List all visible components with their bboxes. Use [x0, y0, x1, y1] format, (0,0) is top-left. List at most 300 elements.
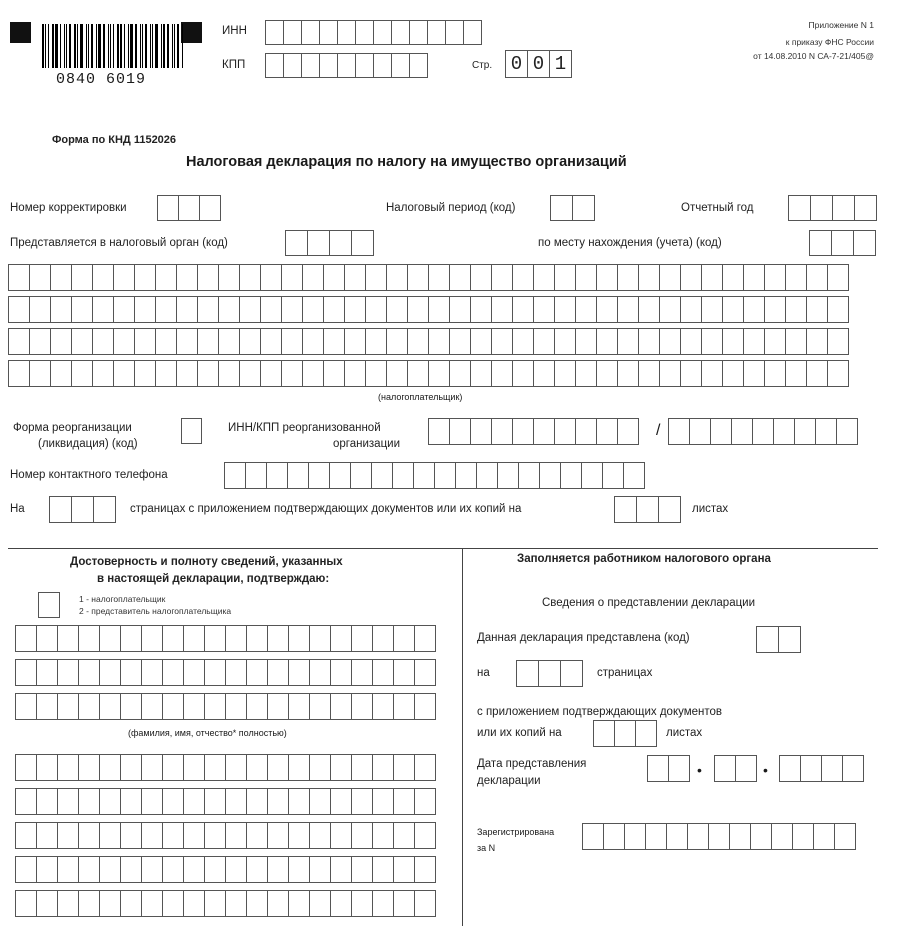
char-cell[interactable] [176, 328, 198, 355]
tax-period-cells[interactable] [550, 195, 595, 221]
char-cell[interactable] [29, 360, 51, 387]
char-cell[interactable] [533, 264, 555, 291]
char-cell[interactable] [518, 462, 540, 489]
char-cell[interactable] [350, 462, 372, 489]
char-cell[interactable] [113, 360, 135, 387]
char-cell[interactable] [8, 328, 30, 355]
char-cell[interactable] [731, 418, 753, 445]
representative-row[interactable] [15, 788, 436, 815]
right-pages-cells[interactable] [516, 660, 583, 687]
char-cell[interactable] [596, 328, 618, 355]
char-cell[interactable] [414, 822, 436, 849]
char-cell[interactable] [155, 360, 177, 387]
char-cell[interactable] [224, 462, 246, 489]
char-cell[interactable] [689, 418, 711, 445]
char-cell[interactable] [309, 890, 331, 917]
char-cell[interactable] [50, 296, 72, 323]
char-cell[interactable] [141, 693, 163, 720]
char-cell[interactable] [533, 360, 555, 387]
char-cell[interactable] [246, 788, 268, 815]
char-cell[interactable] [330, 693, 352, 720]
char-cell[interactable] [449, 264, 471, 291]
char-cell[interactable] [288, 788, 310, 815]
char-cell[interactable] [337, 53, 356, 78]
char-cell[interactable] [239, 296, 261, 323]
char-cell[interactable] [351, 625, 373, 652]
char-cell[interactable] [92, 328, 114, 355]
char-cell[interactable] [309, 754, 331, 781]
char-cell[interactable] [680, 296, 702, 323]
char-cell[interactable] [560, 462, 582, 489]
char-cell[interactable] [575, 418, 597, 445]
char-cell[interactable] [792, 823, 814, 850]
char-cell[interactable] [602, 462, 624, 489]
char-cell[interactable] [806, 360, 828, 387]
char-cell[interactable] [344, 296, 366, 323]
inn-cells[interactable] [265, 20, 482, 45]
char-cell[interactable] [351, 822, 373, 849]
char-cell[interactable] [409, 20, 428, 45]
char-cell[interactable] [57, 856, 79, 883]
char-cell[interactable] [491, 328, 513, 355]
char-cell[interactable] [407, 328, 429, 355]
char-cell[interactable] [623, 462, 645, 489]
char-cell[interactable] [842, 755, 864, 782]
char-cell[interactable] [834, 823, 856, 850]
char-cell[interactable] [659, 360, 681, 387]
char-cell[interactable] [38, 592, 60, 618]
reporting-year-cells[interactable] [788, 195, 877, 221]
char-cell[interactable] [449, 360, 471, 387]
char-cell[interactable] [134, 264, 156, 291]
char-cell[interactable] [36, 693, 58, 720]
char-cell[interactable] [617, 264, 639, 291]
char-cell[interactable] [449, 418, 471, 445]
char-cell[interactable] [239, 328, 261, 355]
char-cell[interactable] [183, 754, 205, 781]
char-cell[interactable] [239, 360, 261, 387]
char-cell[interactable] [372, 822, 394, 849]
char-cell[interactable] [554, 418, 576, 445]
char-cell[interactable] [750, 823, 772, 850]
char-cell[interactable] [78, 788, 100, 815]
char-cell[interactable] [71, 264, 93, 291]
char-cell[interactable] [155, 328, 177, 355]
char-cell[interactable] [372, 754, 394, 781]
char-cell[interactable] [265, 53, 284, 78]
char-cell[interactable] [183, 856, 205, 883]
char-cell[interactable] [538, 660, 561, 687]
char-cell[interactable] [162, 693, 184, 720]
char-cell[interactable] [218, 360, 240, 387]
char-cell[interactable] [57, 788, 79, 815]
char-cell[interactable] [638, 296, 660, 323]
char-cell[interactable] [407, 296, 429, 323]
char-cell[interactable] [393, 754, 415, 781]
sheets-count-cells[interactable] [614, 496, 681, 523]
char-cell[interactable] [470, 360, 492, 387]
char-cell[interactable] [120, 822, 142, 849]
char-cell[interactable] [36, 822, 58, 849]
char-cell[interactable] [800, 755, 822, 782]
char-cell[interactable] [391, 53, 410, 78]
char-cell[interactable] [355, 20, 374, 45]
char-cell[interactable] [15, 625, 37, 652]
char-cell[interactable] [794, 418, 816, 445]
char-cell[interactable] [197, 296, 219, 323]
char-cell[interactable] [596, 296, 618, 323]
char-cell[interactable] [162, 625, 184, 652]
char-cell[interactable] [743, 360, 765, 387]
char-cell[interactable] [57, 659, 79, 686]
char-cell[interactable] [29, 296, 51, 323]
char-cell[interactable] [57, 890, 79, 917]
char-cell[interactable] [329, 462, 351, 489]
char-cell[interactable] [281, 296, 303, 323]
char-cell[interactable] [785, 328, 807, 355]
char-cell[interactable] [344, 328, 366, 355]
char-cell[interactable] [512, 418, 534, 445]
char-cell[interactable] [15, 856, 37, 883]
char-cell[interactable] [393, 788, 415, 815]
char-cell[interactable] [638, 328, 660, 355]
char-cell[interactable] [99, 822, 121, 849]
char-cell[interactable] [162, 659, 184, 686]
char-cell[interactable] [668, 418, 690, 445]
char-cell[interactable] [617, 296, 639, 323]
char-cell[interactable] [788, 195, 811, 221]
char-cell[interactable] [815, 418, 837, 445]
char-cell[interactable] [554, 296, 576, 323]
char-cell[interactable] [764, 264, 786, 291]
char-cell[interactable] [267, 754, 289, 781]
char-cell[interactable] [407, 360, 429, 387]
char-cell[interactable] [701, 264, 723, 291]
char-cell[interactable] [701, 360, 723, 387]
char-cell[interactable] [36, 856, 58, 883]
char-cell[interactable] [831, 230, 854, 256]
char-cell[interactable] [15, 890, 37, 917]
char-cell[interactable] [309, 659, 331, 686]
char-cell[interactable] [470, 328, 492, 355]
char-cell[interactable] [50, 264, 72, 291]
char-cell[interactable] [302, 264, 324, 291]
char-cell[interactable] [764, 296, 786, 323]
char-cell[interactable] [225, 754, 247, 781]
char-cell[interactable] [225, 788, 247, 815]
char-cell[interactable] [183, 659, 205, 686]
char-cell[interactable] [162, 856, 184, 883]
char-cell[interactable] [120, 788, 142, 815]
char-cell[interactable] [409, 53, 428, 78]
char-cell[interactable] [512, 264, 534, 291]
char-cell[interactable] [463, 20, 482, 45]
char-cell[interactable] [764, 328, 786, 355]
char-cell[interactable] [414, 890, 436, 917]
char-cell[interactable] [330, 822, 352, 849]
char-cell[interactable] [78, 625, 100, 652]
char-cell[interactable] [71, 360, 93, 387]
char-cell[interactable] [267, 659, 289, 686]
char-cell[interactable] [225, 890, 247, 917]
char-cell[interactable] [393, 659, 415, 686]
char-cell[interactable] [302, 360, 324, 387]
char-cell[interactable] [659, 264, 681, 291]
char-cell[interactable] [373, 20, 392, 45]
char-cell[interactable] [141, 788, 163, 815]
char-cell[interactable] [246, 822, 268, 849]
correction-number-cells[interactable] [157, 195, 221, 221]
char-cell[interactable] [246, 856, 268, 883]
char-cell[interactable] [582, 823, 604, 850]
char-cell[interactable] [701, 296, 723, 323]
char-cell[interactable] [178, 195, 200, 221]
char-cell[interactable] [281, 328, 303, 355]
char-cell[interactable] [470, 418, 492, 445]
submitted-code-cells[interactable] [756, 626, 801, 653]
char-cell[interactable] [476, 462, 498, 489]
char-cell[interactable] [288, 693, 310, 720]
char-cell[interactable] [393, 625, 415, 652]
char-cell[interactable] [554, 328, 576, 355]
signer-name-row[interactable] [15, 625, 436, 652]
char-cell[interactable] [392, 462, 414, 489]
char-cell[interactable] [120, 625, 142, 652]
char-cell[interactable] [176, 264, 198, 291]
char-cell[interactable] [393, 822, 415, 849]
char-cell[interactable] [497, 462, 519, 489]
char-cell[interactable] [596, 418, 618, 445]
char-cell[interactable] [141, 625, 163, 652]
char-cell[interactable] [78, 693, 100, 720]
char-cell[interactable] [581, 462, 603, 489]
char-cell[interactable] [15, 659, 37, 686]
char-cell[interactable] [539, 462, 561, 489]
char-cell[interactable] [393, 890, 415, 917]
char-cell[interactable] [344, 264, 366, 291]
char-cell[interactable] [99, 856, 121, 883]
char-cell[interactable] [351, 754, 373, 781]
char-cell[interactable] [218, 328, 240, 355]
char-cell[interactable] [281, 264, 303, 291]
char-cell[interactable] [710, 418, 732, 445]
char-cell[interactable] [197, 264, 219, 291]
char-cell[interactable] [204, 693, 226, 720]
char-cell[interactable] [391, 20, 410, 45]
char-cell[interactable] [288, 625, 310, 652]
char-cell[interactable] [8, 296, 30, 323]
char-cell[interactable] [743, 264, 765, 291]
char-cell[interactable] [533, 418, 555, 445]
char-cell[interactable] [470, 264, 492, 291]
char-cell[interactable] [141, 822, 163, 849]
reorg-kpp-cells[interactable] [668, 418, 858, 445]
char-cell[interactable] [239, 264, 261, 291]
char-cell[interactable] [680, 264, 702, 291]
char-cell[interactable] [176, 360, 198, 387]
taxpayer-name-row[interactable] [8, 328, 849, 355]
char-cell[interactable] [36, 890, 58, 917]
char-cell[interactable] [854, 195, 877, 221]
char-cell[interactable] [806, 328, 828, 355]
char-cell[interactable] [827, 360, 849, 387]
char-cell[interactable] [260, 360, 282, 387]
char-cell[interactable] [827, 264, 849, 291]
char-cell[interactable] [554, 264, 576, 291]
page-number-cells[interactable] [505, 50, 572, 78]
char-cell[interactable] [36, 754, 58, 781]
char-cell[interactable] [323, 264, 345, 291]
char-cell[interactable] [512, 328, 534, 355]
char-cell[interactable] [183, 788, 205, 815]
char-cell[interactable] [365, 264, 387, 291]
char-cell[interactable] [120, 890, 142, 917]
char-cell[interactable] [92, 264, 114, 291]
char-cell[interactable] [183, 822, 205, 849]
char-cell[interactable] [806, 264, 828, 291]
char-cell[interactable] [141, 856, 163, 883]
char-cell[interactable] [225, 856, 247, 883]
char-cell[interactable] [785, 360, 807, 387]
char-cell[interactable] [351, 230, 374, 256]
char-cell[interactable] [572, 195, 595, 221]
char-cell[interactable] [330, 788, 352, 815]
char-cell[interactable] [302, 296, 324, 323]
char-cell[interactable] [267, 788, 289, 815]
char-cell[interactable] [92, 296, 114, 323]
char-cell[interactable] [309, 693, 331, 720]
char-cell[interactable] [218, 264, 240, 291]
char-cell[interactable] [50, 360, 72, 387]
char-cell[interactable] [99, 625, 121, 652]
signer-name-row[interactable] [15, 659, 436, 686]
char-cell[interactable] [204, 788, 226, 815]
char-cell[interactable] [596, 360, 618, 387]
char-cell[interactable] [176, 296, 198, 323]
char-cell[interactable] [512, 360, 534, 387]
char-cell[interactable] [575, 360, 597, 387]
char-cell[interactable] [386, 328, 408, 355]
char-cell[interactable] [120, 856, 142, 883]
char-cell[interactable] [351, 659, 373, 686]
char-cell[interactable] [199, 195, 221, 221]
char-cell[interactable] [491, 264, 513, 291]
char-cell[interactable] [307, 230, 330, 256]
char-cell[interactable] [853, 230, 876, 256]
char-cell[interactable] [15, 788, 37, 815]
char-cell[interactable] [157, 195, 179, 221]
char-cell[interactable] [99, 659, 121, 686]
representative-row[interactable] [15, 856, 436, 883]
pages-count-cells[interactable] [49, 496, 116, 523]
char-cell[interactable] [722, 328, 744, 355]
char-cell[interactable] [246, 625, 268, 652]
char-cell[interactable] [120, 659, 142, 686]
char-cell[interactable] [260, 264, 282, 291]
char-cell[interactable] [372, 788, 394, 815]
date-day-cells[interactable] [647, 755, 690, 782]
char-cell[interactable] [323, 328, 345, 355]
char-cell[interactable] [99, 890, 121, 917]
char-cell[interactable] [267, 890, 289, 917]
char-cell[interactable] [575, 264, 597, 291]
char-cell[interactable] [596, 264, 618, 291]
char-cell[interactable] [260, 296, 282, 323]
char-cell[interactable] [414, 659, 436, 686]
char-cell[interactable] [617, 328, 639, 355]
char-cell[interactable] [204, 890, 226, 917]
char-cell[interactable] [113, 296, 135, 323]
char-cell[interactable] [687, 823, 709, 850]
char-cell[interactable] [225, 822, 247, 849]
char-cell[interactable] [8, 264, 30, 291]
char-cell[interactable] [330, 754, 352, 781]
char-cell[interactable] [309, 822, 331, 849]
signer-name-row[interactable] [15, 693, 436, 720]
char-cell[interactable] [647, 755, 669, 782]
char-cell[interactable] [414, 693, 436, 720]
char-cell[interactable] [267, 856, 289, 883]
char-cell[interactable] [533, 328, 555, 355]
char-cell[interactable] [113, 328, 135, 355]
char-cell[interactable] [722, 264, 744, 291]
char-cell[interactable] [71, 296, 93, 323]
char-cell[interactable] [779, 755, 801, 782]
char-cell[interactable] [575, 296, 597, 323]
taxpayer-name-row[interactable] [8, 264, 849, 291]
char-cell[interactable] [92, 360, 114, 387]
char-cell[interactable] [78, 856, 100, 883]
char-cell[interactable] [386, 264, 408, 291]
char-cell[interactable] [813, 823, 835, 850]
char-cell[interactable] [428, 328, 450, 355]
registration-number-cells[interactable] [582, 823, 856, 850]
char-cell[interactable] [287, 462, 309, 489]
char-cell[interactable] [351, 693, 373, 720]
char-cell[interactable] [635, 720, 657, 747]
representative-row[interactable] [15, 822, 436, 849]
char-cell[interactable] [183, 890, 205, 917]
char-cell[interactable] [603, 823, 625, 850]
char-cell[interactable] [832, 195, 855, 221]
char-cell[interactable] [246, 693, 268, 720]
char-cell[interactable] [407, 264, 429, 291]
char-cell[interactable] [722, 296, 744, 323]
char-cell[interactable] [225, 693, 247, 720]
char-cell[interactable] [428, 418, 450, 445]
char-cell[interactable] [134, 296, 156, 323]
char-cell[interactable] [155, 296, 177, 323]
taxpayer-name-row[interactable] [8, 360, 849, 387]
char-cell[interactable] [752, 418, 774, 445]
char-cell[interactable] [246, 754, 268, 781]
char-cell[interactable] [155, 264, 177, 291]
char-cell[interactable] [141, 890, 163, 917]
char-cell[interactable] [329, 230, 352, 256]
char-cell[interactable] [267, 822, 289, 849]
char-cell[interactable] [351, 856, 373, 883]
char-cell[interactable] [764, 360, 786, 387]
char-cell[interactable] [49, 496, 72, 523]
char-cell[interactable] [141, 659, 163, 686]
char-cell[interactable] [36, 625, 58, 652]
char-cell[interactable] [806, 296, 828, 323]
char-cell[interactable] [491, 296, 513, 323]
char-cell[interactable] [414, 754, 436, 781]
location-code-cells[interactable] [809, 230, 876, 256]
reorg-inn-cells[interactable] [428, 418, 639, 445]
char-cell[interactable] [301, 53, 320, 78]
